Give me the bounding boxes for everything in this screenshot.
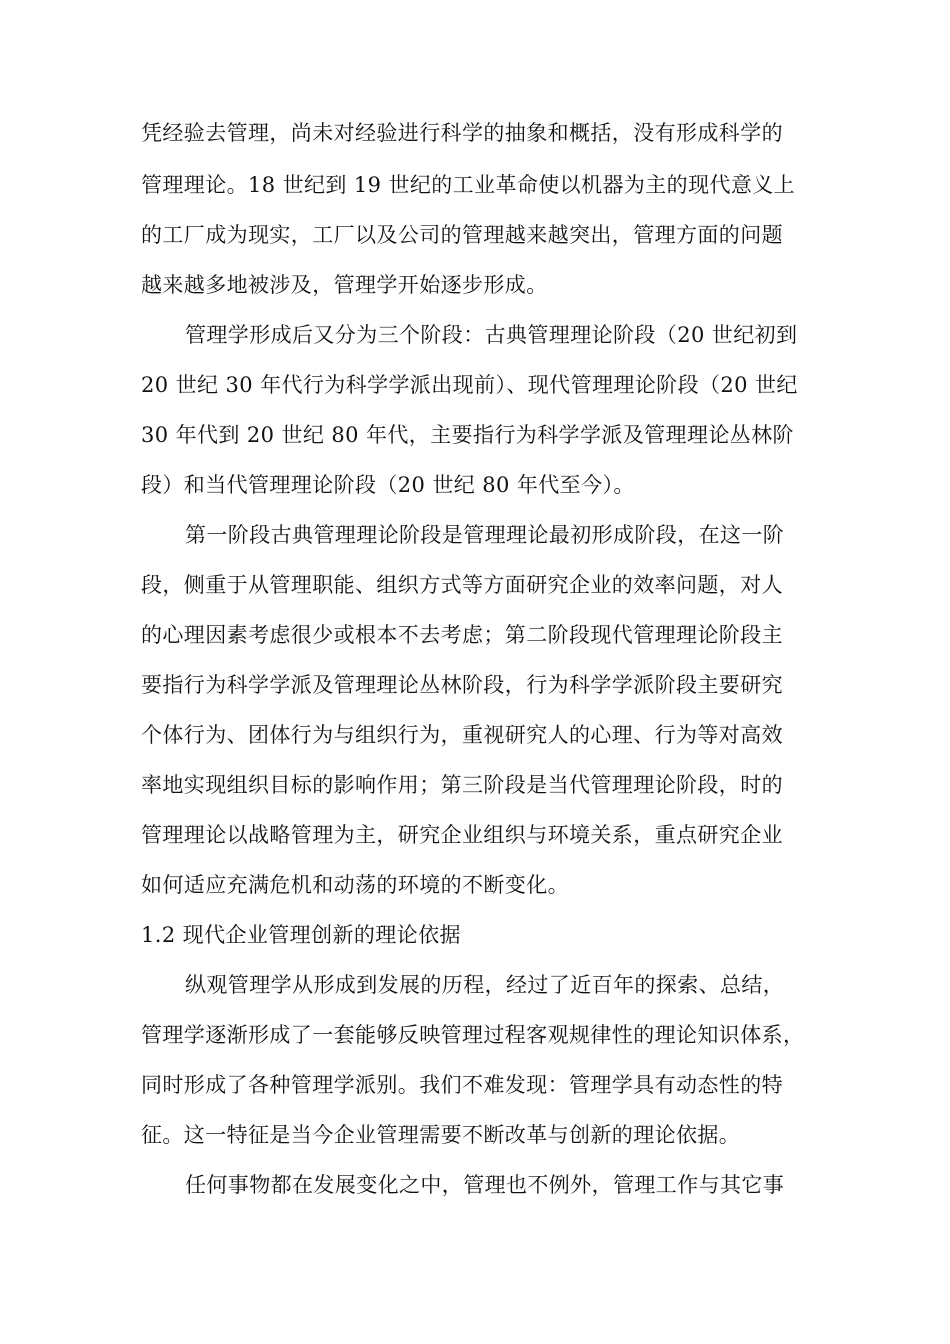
paragraph-line: 要指行为科学学派及管理理论丛林阶段，行为科学学派阶段主要研究	[141, 673, 783, 697]
paragraph-line: 的心理因素考虑很少或根本不去考虑；第二阶段现代管理理论阶段主	[141, 623, 783, 647]
paragraph-line: 管理学形成后又分为三个阶段：古典管理理论阶段（20 世纪初到	[185, 323, 798, 347]
paragraph-line: 管理理论以战略管理为主，研究企业组织与环境关系，重点研究企业	[141, 823, 783, 847]
paragraph-line: 凭经验去管理，尚未对经验进行科学的抽象和概括，没有形成科学的	[141, 121, 783, 145]
paragraph-line: 征。这一特征是当今企业管理需要不断改革与创新的理论依据。	[141, 1123, 741, 1147]
paragraph-line: 30 年代到 20 世纪 80 年代，主要指行为科学学派及管理理论丛林阶	[141, 423, 794, 447]
paragraph-line: 管理学逐渐形成了一套能够反映管理过程客观规律性的理论知识体系，	[141, 1023, 805, 1047]
paragraph-line: 越来越多地被涉及，管理学开始逐步形成。	[141, 273, 548, 297]
paragraph-line: 率地实现组织目标的影响作用；第三阶段是当代管理理论阶段，时的	[141, 773, 783, 797]
section-heading: 1.2 现代企业管理创新的理论依据	[141, 923, 461, 947]
paragraph-line: 管理理论。18 世纪到 19 世纪的工业革命使以机器为主的现代意义上	[141, 173, 796, 197]
paragraph-line: 如何适应充满危机和动荡的环境的不断变化。	[141, 873, 569, 897]
paragraph-line: 个体行为、团体行为与组织行为，重视研究人的心理、行为等对高效	[141, 723, 783, 747]
paragraph-line: 第一阶段古典管理理论阶段是管理理论最初形成阶段，在这一阶	[185, 523, 785, 547]
paragraph-line: 20 世纪 30 年代行为科学学派出现前）、现代管理理论阶段（20 世纪	[141, 373, 798, 397]
paragraph-line: 段）和当代管理理论阶段（20 世纪 80 年代至今）。	[141, 473, 635, 497]
paragraph-line: 段，侧重于从管理职能、组织方式等方面研究企业的效率问题，对人	[141, 573, 783, 597]
paragraph-line: 纵观管理学从形成到发展的历程，经过了近百年的探索、总结，	[185, 973, 785, 997]
paragraph-line: 任何事物都在发展变化之中，管理也不例外，管理工作与其它事	[185, 1173, 785, 1197]
paragraph-line: 同时形成了各种管理学派别。我们不难发现：管理学具有动态性的特	[141, 1073, 783, 1097]
paragraph-line: 的工厂成为现实，工厂以及公司的管理越来越突出，管理方面的问题	[141, 223, 783, 247]
